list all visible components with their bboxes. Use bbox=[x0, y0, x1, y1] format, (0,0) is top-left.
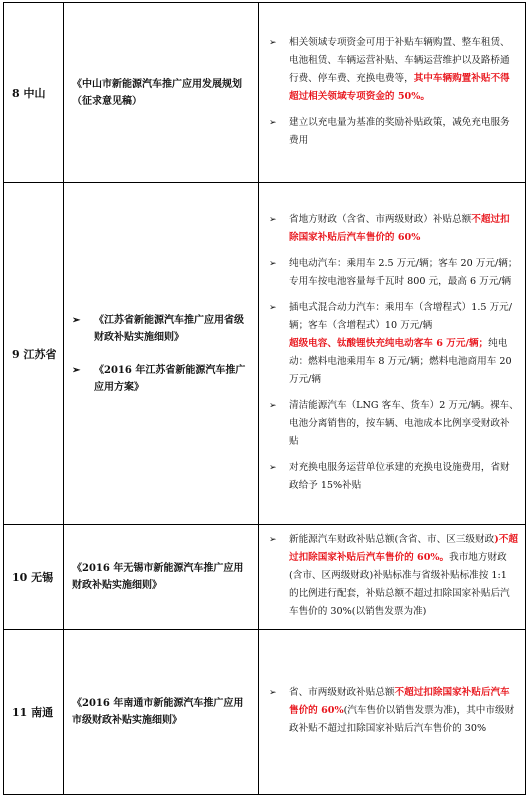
policy-bullet bbox=[269, 211, 519, 247]
arrow-bullet-icon: ➢ bbox=[72, 314, 81, 326]
policy-bullet bbox=[269, 255, 519, 291]
city-cell: 9 江苏省 bbox=[4, 183, 64, 525]
policy-bullet bbox=[269, 299, 519, 389]
document-list bbox=[72, 312, 250, 396]
policy-text: 新能源汽车财政补贴总额(含省、市、区三级财政 bbox=[289, 534, 495, 545]
policy-text: 纯电动：燃料电池乘用车 8 万元/辆；燃料电池商用车 20 万元/辆 bbox=[289, 337, 512, 385]
arrow-bullet-icon: ➢ bbox=[269, 462, 277, 473]
document-cell bbox=[64, 3, 259, 183]
policy-cell bbox=[259, 630, 526, 795]
document-title: 《2016 年无锡市新能源汽车推广应用财政补贴实施细则》 bbox=[72, 563, 244, 591]
policy-list bbox=[259, 205, 525, 503]
policy-text: 对充换电服务运营单位承建的充换电设施费用，省财政给予 15%补贴 bbox=[289, 461, 510, 491]
city-cell: 11 南通 bbox=[4, 630, 64, 795]
policy-bullet bbox=[269, 397, 519, 451]
document-list-item bbox=[72, 312, 250, 346]
policy-text: (汽车售价以销售发票为准)，其中市级财政补贴不超过扣除国家补贴后汽车售价的 30% bbox=[289, 705, 515, 734]
arrow-bullet-icon: ➢ bbox=[269, 688, 277, 698]
policy-text: 清洁能源汽车（LNG 客车、货车）2 万元/辆。裸车、电池分离销售的，按车辆、电池成本比例享受财政补贴 bbox=[289, 399, 519, 447]
policy-text: 纯电动汽车：乘用车 2.5 万元/辆；客车 20 万元/辆；专用车按电池容量每千瓦时 800 元，最高 6 万元/辆 bbox=[289, 257, 518, 287]
city-cell: 8 中山 bbox=[4, 3, 64, 183]
policy-cell bbox=[259, 525, 526, 630]
policy-list bbox=[259, 525, 525, 629]
subsidy-policy-table bbox=[3, 2, 526, 795]
document-title: 《2016 年江苏省新能源汽车推广应用方案》 bbox=[94, 364, 246, 393]
highlighted-text: )不超过扣除国家补贴后汽车售价的 60%。 bbox=[289, 534, 518, 563]
document-title: 《中山市新能源汽车推广应用发展规划（征求意见稿） bbox=[72, 78, 242, 107]
table-row bbox=[4, 3, 526, 183]
highlighted-text: 不超过扣除国家补贴后汽车售价的 60% bbox=[289, 213, 510, 243]
document-list-item bbox=[72, 362, 250, 396]
policy-text: 我市地方财政(含市、区两级财政)补贴标准与省级补贴标准按 1:1 的比例进行配套，补贴总额不超过扣除国家补贴后汽车售价的 30%(以销售发票为准) bbox=[289, 552, 510, 617]
policy-bullet bbox=[269, 114, 519, 150]
highlighted-text: 不超过扣除国家补贴后汽车售价的 60% bbox=[289, 687, 510, 716]
policy-cell bbox=[259, 183, 526, 525]
document-title: 《江苏省新能源汽车推广应用省级财政补贴实施细则》 bbox=[94, 314, 244, 343]
arrow-bullet-icon: ➢ bbox=[269, 535, 277, 545]
policy-bullet bbox=[269, 684, 519, 738]
arrow-bullet-icon: ➢ bbox=[269, 117, 277, 128]
policy-bullet bbox=[269, 34, 519, 106]
table-body bbox=[4, 3, 526, 795]
highlighted-text: 超级电容、钛酸锂快充纯电动客车 6 万元/辆； bbox=[289, 337, 489, 349]
policy-list bbox=[259, 678, 525, 746]
policy-text: 建立以充电量为基准的奖励补贴政策，减免充电服务费用 bbox=[289, 116, 510, 146]
arrow-bullet-icon: ➢ bbox=[72, 364, 81, 376]
arrow-bullet-icon: ➢ bbox=[269, 214, 277, 225]
policy-bullet bbox=[269, 531, 519, 621]
policy-cell bbox=[259, 3, 526, 183]
table-row bbox=[4, 630, 526, 795]
arrow-bullet-icon: ➢ bbox=[269, 302, 277, 313]
policy-text: 省、市两级财政补贴总额 bbox=[289, 687, 395, 698]
document-cell bbox=[64, 183, 259, 525]
city-cell: 10 无锡 bbox=[4, 525, 64, 630]
highlighted-text: 其中车辆购置补贴不得超过相关领域专项资金的 50%。 bbox=[289, 72, 510, 102]
policy-list bbox=[259, 28, 525, 158]
table-row bbox=[4, 183, 526, 525]
document-cell bbox=[64, 630, 259, 795]
arrow-bullet-icon: ➢ bbox=[269, 37, 277, 48]
table-row bbox=[4, 525, 526, 630]
document-title: 《2016 年南通市新能源汽车推广应用市级财政补贴实施细则》 bbox=[72, 698, 244, 726]
document-cell bbox=[64, 525, 259, 630]
policy-text: 插电式混合动力汽车：乘用车（含增程式）1.5 万元/辆；客车（含增程式）10 万元/辆 bbox=[289, 301, 513, 331]
arrow-bullet-icon: ➢ bbox=[269, 400, 277, 411]
policy-text: 相关领域专项资金可用于补贴车辆购置、整车租赁、电池租赁、车辆运营补贴、车辆运营维护以及路桥通行费、停车费、充换电费等， bbox=[289, 36, 510, 84]
arrow-bullet-icon: ➢ bbox=[269, 258, 277, 269]
policy-text: 省地方财政（含省、市两级财政）补贴总额 bbox=[289, 213, 472, 225]
policy-bullet bbox=[269, 459, 519, 495]
